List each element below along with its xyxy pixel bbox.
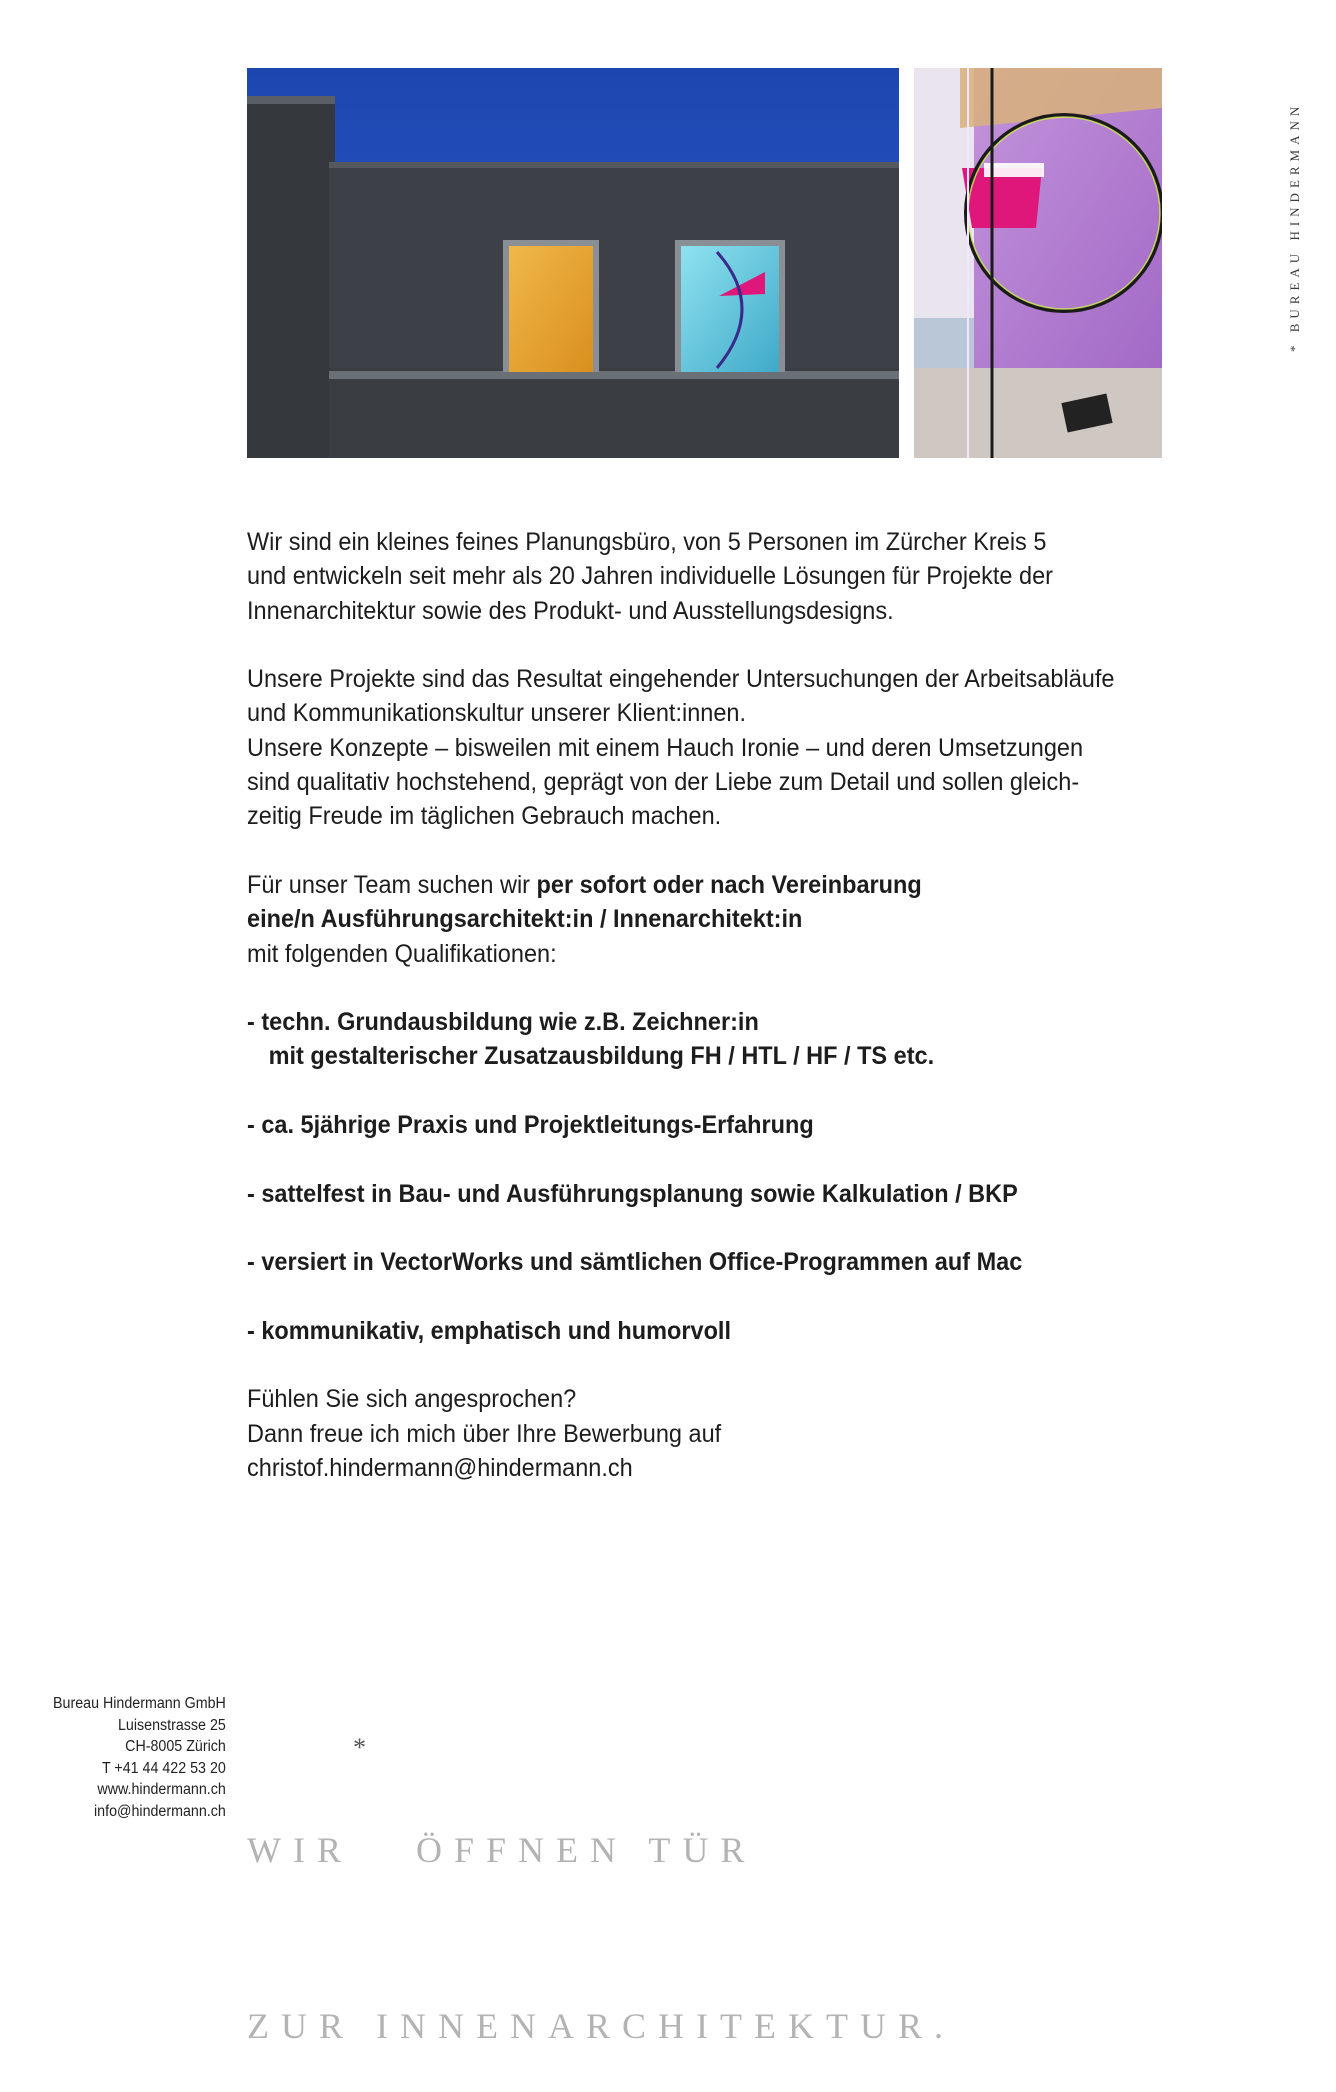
- qualification-text: - sattelfest in Bau- und Ausführungsplanung sowie Kalkulation / BKP: [247, 1179, 1018, 1208]
- qualification-text: - ca. 5jährige Praxis und Projektleitungs-Erfahrung: [247, 1111, 814, 1140]
- qualifications-intro: mit folgenden Qualifikationen:: [247, 939, 557, 968]
- qualification-text: mit gestalterischer Zusatzausbildung FH / HTL / HF / TS etc.: [268, 1042, 935, 1071]
- street: Luisenstrasse 25: [118, 1716, 226, 1734]
- qualification-item: [247, 1177, 1131, 1211]
- intro-line: Unsere Projekte sind das Resultat eingehender Untersuchungen der Arbeitsabläufe: [247, 665, 1115, 694]
- facade-photo: [247, 68, 899, 458]
- intro-line: und Kommunikationskultur unserer Klient:innen.: [247, 699, 747, 728]
- intro-line: Innenarchitektur sowie des Produkt- und Ausstellungsdesigns.: [247, 596, 894, 625]
- slogan-line-1: WIR ÖFFNEN TÜR: [247, 1830, 757, 1870]
- search-paragraph: [247, 868, 1131, 971]
- company-name: Bureau Hindermann GmbH: [53, 1695, 226, 1712]
- vertical-brand-label: * BUREAU HINDERMANN: [1287, 101, 1302, 352]
- qualification-text: - versiert in VectorWorks und sämtlichen Office-Programmen auf Mac: [247, 1248, 1023, 1277]
- city: CH-8005 Zürich: [125, 1738, 226, 1755]
- intro-line: zeitig Freude im täglichen Gebrauch machen.: [247, 802, 722, 831]
- intro-line: und entwickeln seit mehr als 20 Jahren individuelle Lösungen für Projekte der: [247, 562, 1054, 591]
- search-lead: Für unser Team suchen wir: [247, 870, 537, 899]
- search-lead-bold: per sofort oder nach Vereinbarung: [536, 870, 922, 899]
- intro-paragraph-1: [247, 525, 1131, 628]
- footer-address: [53, 1693, 226, 1822]
- closing-line: Dann freue ich mich über Ihre Bewerbung auf: [247, 1419, 722, 1448]
- interior-illustration: [914, 68, 1162, 458]
- search-lead-line: [247, 868, 1131, 902]
- closing-line: Fühlen Sie sich angesprochen?: [247, 1385, 577, 1414]
- asterisk-mark: *: [353, 1733, 366, 1762]
- email-link[interactable]: info@hindermann.ch: [94, 1802, 226, 1820]
- intro-line: Wir sind ein kleines feines Planungsbüro, von 5 Personen im Zürcher Kreis 5: [247, 528, 1047, 556]
- job-posting-text: [247, 525, 1131, 1520]
- facade-illustration: [247, 68, 899, 458]
- slogan-line-2: ZUR INNENARCHITEKTUR.: [247, 2006, 955, 2046]
- website-link[interactable]: www.hindermann.ch: [97, 1781, 226, 1798]
- qualification-item: [247, 1005, 1131, 1074]
- intro-line: sind qualitativ hochstehend, geprägt von der Liebe zum Detail und sollen gleich-: [247, 768, 1080, 797]
- intro-paragraph-2: [247, 662, 1131, 833]
- qualification-item: [247, 1314, 1131, 1348]
- qualification-text: - kommunikativ, emphatisch und humorvoll: [247, 1316, 731, 1345]
- qualification-item: [247, 1108, 1131, 1142]
- position-title: eine/n Ausführungsarchitekt:in / Innenarchitekt:in: [247, 905, 803, 934]
- closing-paragraph: [247, 1382, 1131, 1485]
- slogan: [247, 1733, 955, 2092]
- qualification-item: [247, 1245, 1131, 1279]
- interior-photo: [914, 68, 1162, 458]
- application-email[interactable]: christof.hindermann@hindermann.ch: [247, 1454, 633, 1483]
- qualification-text: - techn. Grundausbildung wie z.B. Zeichner:in: [247, 1008, 759, 1037]
- intro-line: Unsere Konzepte – bisweilen mit einem Hauch Ironie – und deren Umsetzungen: [247, 733, 1084, 762]
- phone[interactable]: T +41 44 422 53 20: [102, 1759, 226, 1777]
